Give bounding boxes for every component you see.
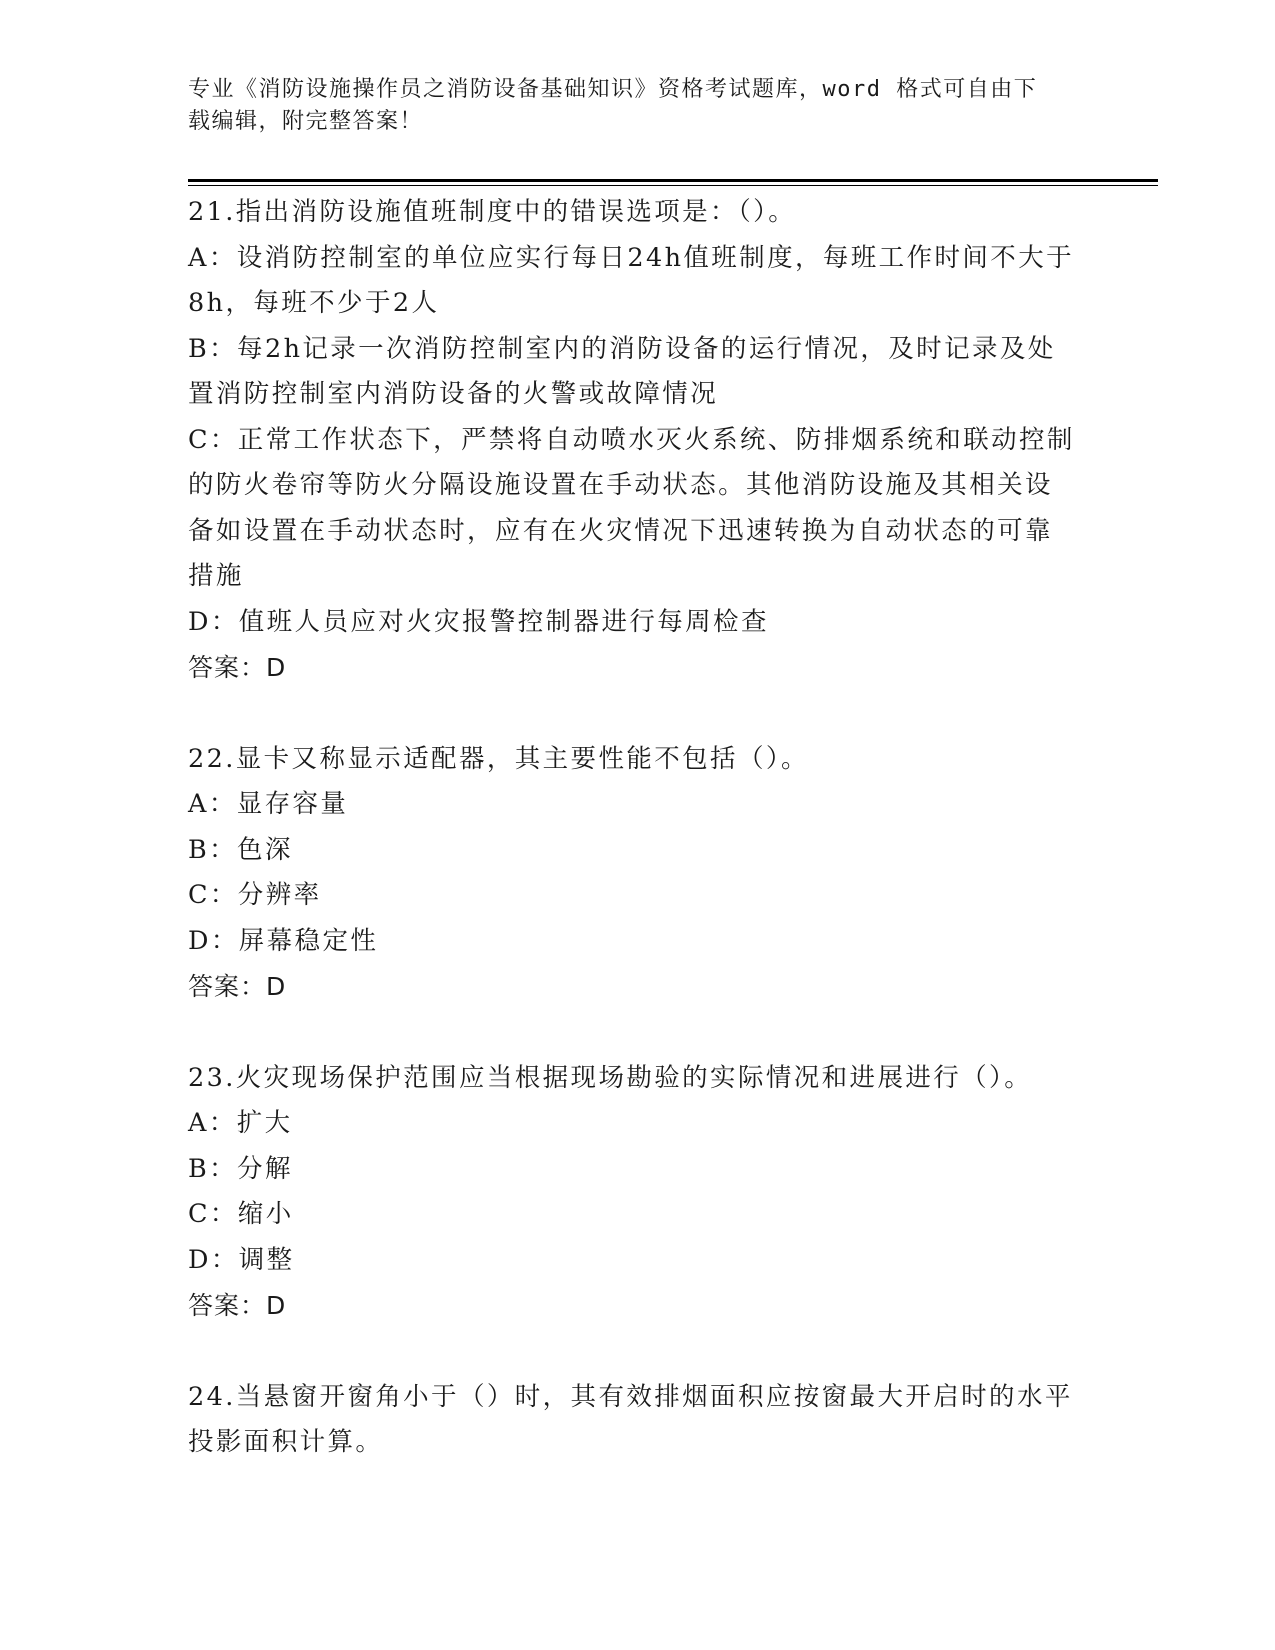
option-d: D：值班人员应对火灾报警控制器进行每周检查 bbox=[188, 606, 769, 637]
option-b: B：色深 bbox=[188, 834, 293, 865]
option-c: C：分辨率 bbox=[188, 880, 322, 910]
option-c: C：缩小 bbox=[188, 1199, 294, 1229]
question-stem: 22.显卡又称显示适配器，其主要性能不包括（）。 bbox=[188, 743, 809, 774]
question-23 bbox=[188, 1056, 1078, 1329]
answer: 答案：D bbox=[188, 972, 287, 1001]
document-header bbox=[188, 74, 1068, 138]
header-line-2: 载编辑，附完整答案！ bbox=[188, 109, 424, 134]
option-d: D：屏幕稳定性 bbox=[188, 925, 379, 956]
question-21 bbox=[188, 190, 1078, 691]
header-line-1: 专业《消防设施操作员之消防设备基础知识》资格考试题库，word 格式可自由下 bbox=[188, 77, 1038, 102]
header-rule-thin bbox=[188, 185, 1158, 186]
option-a: A：显存容量 bbox=[188, 789, 349, 819]
question-stem: 24.当悬窗开窗角小于（）时，其有效排烟面积应按窗最大开启时的水平投影面积计算。 bbox=[188, 1381, 1073, 1457]
option-a: A：设消防控制室的单位应实行每日24h值班制度，每班工作时间不大于8h，每班不少于2人 bbox=[188, 242, 1074, 318]
question-22 bbox=[188, 737, 1078, 1010]
option-d: D：调整 bbox=[188, 1244, 295, 1275]
option-a: A：扩大 bbox=[188, 1108, 293, 1138]
option-b: B：每2h记录一次消防控制室内的消防设备的运行情况，及时记录及处置消防控制室内消防设备的火警或故障情况 bbox=[188, 333, 1056, 409]
answer: 答案：D bbox=[188, 653, 287, 682]
question-24 bbox=[188, 1375, 1078, 1466]
question-list bbox=[188, 190, 1078, 1466]
header-rule-thick bbox=[188, 179, 1158, 182]
question-stem: 21.指出消防设施值班制度中的错误选项是：（）。 bbox=[188, 197, 797, 227]
answer: 答案：D bbox=[188, 1291, 287, 1320]
question-stem: 23.火灾现场保护范围应当根据现场勘验的实际情况和进展进行（）。 bbox=[188, 1062, 1033, 1093]
option-c: C：正常工作状态下，严禁将自动喷水灭火系统、防排烟系统和联动控制的防火卷帘等防火分隔设施设置在手动状态。其他消防设施及其相关设备如设置在手动状态时，应有在火灾情况下迅速转换为自动状态的可靠措施 bbox=[188, 424, 1075, 591]
option-b: B：分解 bbox=[188, 1153, 293, 1184]
